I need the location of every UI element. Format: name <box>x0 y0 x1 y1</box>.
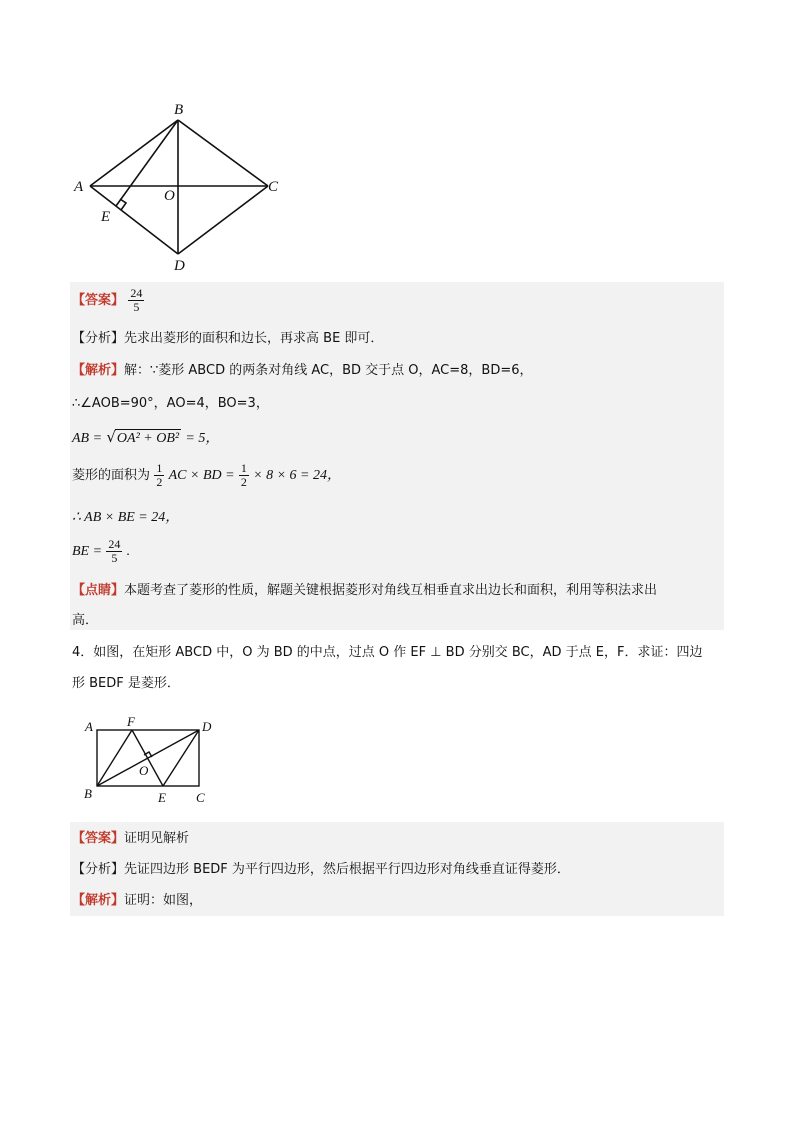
label-c-2: C <box>196 790 205 805</box>
q4-answer-tag: 【答案】 <box>72 831 125 846</box>
q3-solution-row-1 <box>72 361 533 380</box>
q4-question-row-1 <box>72 643 703 662</box>
be-den: 5 <box>111 551 118 565</box>
rhombus-side-cd <box>178 186 268 254</box>
q3-answer-row <box>72 287 144 314</box>
q4-question-line-1: 4．如图，在矩形 ABCD 中，O 为 BD 的中点，过点 O 作 EF ⊥ BD 分别交 BC，AD 于点 E，F．求证：四边 <box>72 645 703 660</box>
solution-tag: 【解析】 <box>72 363 125 378</box>
rhombus-figure <box>70 98 300 278</box>
label-e: E <box>101 209 111 225</box>
ab-result: = 5， <box>185 431 220 446</box>
q4-answer-row <box>72 829 189 848</box>
q4-analysis-text: 先证四边形 BEDF 为平行四边形，然后根据平行四边形对角线垂直证得菱形． <box>124 862 570 877</box>
q4-analysis-row <box>72 860 570 879</box>
q3-solution-row-4 <box>72 462 341 489</box>
label-e-2: E <box>158 790 166 805</box>
rhombus-side-ab <box>90 120 178 186</box>
label-o: O <box>164 188 175 204</box>
comment-line-1: 本题考查了菱形的性质，解题关键根据菱形对角线互相垂直求出边长和面积，利用等积法求出 <box>124 583 658 598</box>
be-equals: BE = <box>72 544 103 559</box>
label-d-2: D <box>202 719 212 734</box>
segment-ed <box>163 730 199 786</box>
area-mid: AC × BD = <box>168 468 235 483</box>
label-o-2: O <box>139 763 149 778</box>
q3-solution-row-2 <box>72 394 269 413</box>
be-num: 24 <box>108 537 121 551</box>
ab-equals: AB = <box>72 431 103 446</box>
half-fraction-1 <box>154 462 164 489</box>
label-d: D <box>174 258 185 274</box>
q4-solution-text: 证明：如图， <box>124 893 203 908</box>
area-prefix: 菱形的面积为 <box>72 468 151 483</box>
half-den-2: 2 <box>240 475 247 489</box>
label-b: B <box>174 102 184 118</box>
q3-analysis-row <box>72 329 383 348</box>
label-a: A <box>74 179 84 195</box>
rectangle-figure <box>80 712 230 810</box>
rhombus-side-bc <box>178 120 268 186</box>
solution-line-1: 解：∵菱形 ABCD 的两条对角线 AC，BD 交于点 O，AC=8，BD=6， <box>124 363 533 378</box>
q4-solution-row <box>72 891 202 910</box>
q4-question-row-2 <box>72 674 180 693</box>
answer-fraction <box>128 287 144 314</box>
analysis-text: 先求出菱形的面积和边长，再求高 BE 即可． <box>124 331 384 346</box>
label-f-2: F <box>127 714 135 729</box>
comment-line-2: 高． <box>72 613 99 628</box>
q4-solution-tag: 【解析】 <box>72 893 125 908</box>
solution-line-5: ∴ AB × BE = 24， <box>72 510 180 525</box>
label-b-2: B <box>84 786 92 801</box>
segment-bf <box>97 730 132 786</box>
q3-solution-row-6 <box>72 538 130 565</box>
q4-analysis-tag: 【分析】 <box>72 862 125 877</box>
label-a-2: A <box>85 719 93 734</box>
right-angle-mark <box>120 199 126 210</box>
solution-line-2: ∴∠AOB=90°，AO=4，BO=3， <box>72 396 269 411</box>
q3-solution-row-3: AB = √OA² + OB² = 5， <box>72 428 220 446</box>
answer-denominator: 5 <box>133 300 140 314</box>
half-fraction-2 <box>239 462 249 489</box>
answer-tag: 【答案】 <box>72 293 125 308</box>
half-den-1: 2 <box>156 475 163 489</box>
half-num-2: 1 <box>240 461 247 475</box>
q4-question-line-2: 形 BEDF 是菱形． <box>72 676 180 691</box>
q3-comment-row-2 <box>72 611 98 630</box>
comment-tag: 【点睛】 <box>72 583 125 598</box>
analysis-tag: 【分析】 <box>72 331 125 346</box>
label-c: C <box>268 179 279 195</box>
q4-answer-text: 证明见解析 <box>124 831 190 846</box>
be-fraction <box>106 538 122 565</box>
be-end: . <box>126 544 131 559</box>
half-num-1: 1 <box>156 461 163 475</box>
q3-comment-row-1 <box>72 581 657 600</box>
radicand: OA² + OB² <box>116 431 180 446</box>
q3-solution-row-5 <box>72 508 179 527</box>
answer-numerator: 24 <box>130 286 143 300</box>
area-tail: × 8 × 6 = 24， <box>253 468 341 483</box>
